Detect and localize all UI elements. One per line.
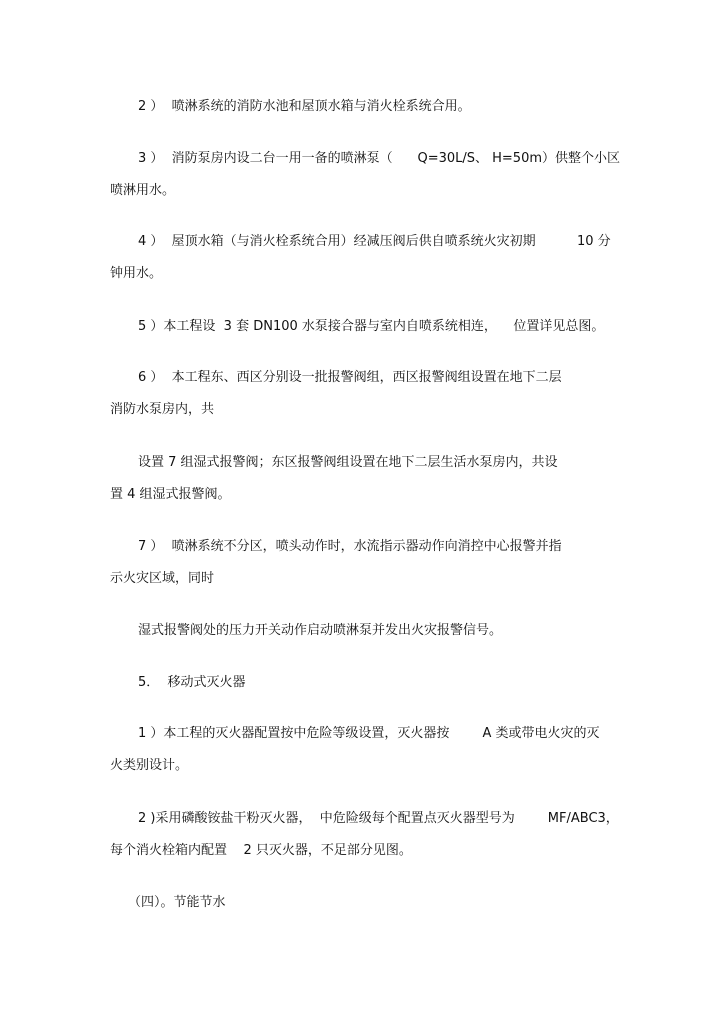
text-line-pump-room-cont: 喷淋用水。 — [110, 183, 176, 198]
text-line-extinguisher-config-cont: 火类别设计。 — [110, 758, 189, 773]
text-line-no-zoning-cont: 示火灾区域，同时 — [110, 571, 215, 586]
text-line-pump-connector: 5 ）本工程设 3 套 DN100 水泵接合器与室内自喷系统相连， 位置详见总图。 — [138, 319, 605, 334]
text-line-alarm-valve: 6 ） 本工程东、西区分别设一批报警阀组，西区报警阀组设置在地下二层 — [138, 370, 562, 385]
text-line-no-zoning: 7 ） 喷淋系统不分区，喷头动作时，水流指示器动作向消控中心报警并指 — [138, 539, 562, 554]
text-line-pressure-switch: 湿式报警阀处的压力开关动作启动喷淋泵并发出火灾报警信号。 — [138, 623, 503, 638]
text-line-pump-room: 3 ） 消防泵房内设二台一用一备的喷淋泵（ Q=30L/S、 H=50m）供整个小区 — [138, 151, 621, 166]
text-line-roof-tank: 4 ） 屋顶水箱（与消火栓系统合用）经减压阀后供自喷系统火灾初期 10 分 — [138, 234, 611, 249]
text-line-extinguisher-type: 2 )采用磷酸铵盐干粉灭火器， 中危险级每个配置点灭火器型号为 MF/ABC3， — [138, 811, 619, 826]
text-line-alarm-valve-cont: 消防水泵房内，共 — [110, 402, 215, 417]
text-line-alarm-valve-count-cont: 置 4 组湿式报警阀。 — [110, 487, 231, 502]
section-heading-portable-extinguisher: 5． 移动式灭火器 — [138, 675, 246, 690]
text-line-extinguisher-config: 1 ）本工程的灭火器配置按中危险等级设置，灭火器按 A 类或带电火灾的灭 — [138, 726, 600, 741]
section-heading-energy-water-saving: （四）。节能节水 — [128, 895, 226, 910]
text-line-alarm-valve-count: 设置 7 组湿式报警阀；东区报警阀组设置在地下二层生活水泵房内，共设 — [138, 455, 558, 470]
text-line-extinguisher-type-cont: 每个消火栓箱内配置 2 只灭火器，不足部分见图。 — [110, 843, 412, 858]
text-line-sprinkler-tank: 2 ） 喷淋系统的消防水池和屋顶水箱与消火栓系统合用。 — [138, 99, 471, 114]
text-line-roof-tank-cont: 钟用水。 — [110, 266, 163, 281]
